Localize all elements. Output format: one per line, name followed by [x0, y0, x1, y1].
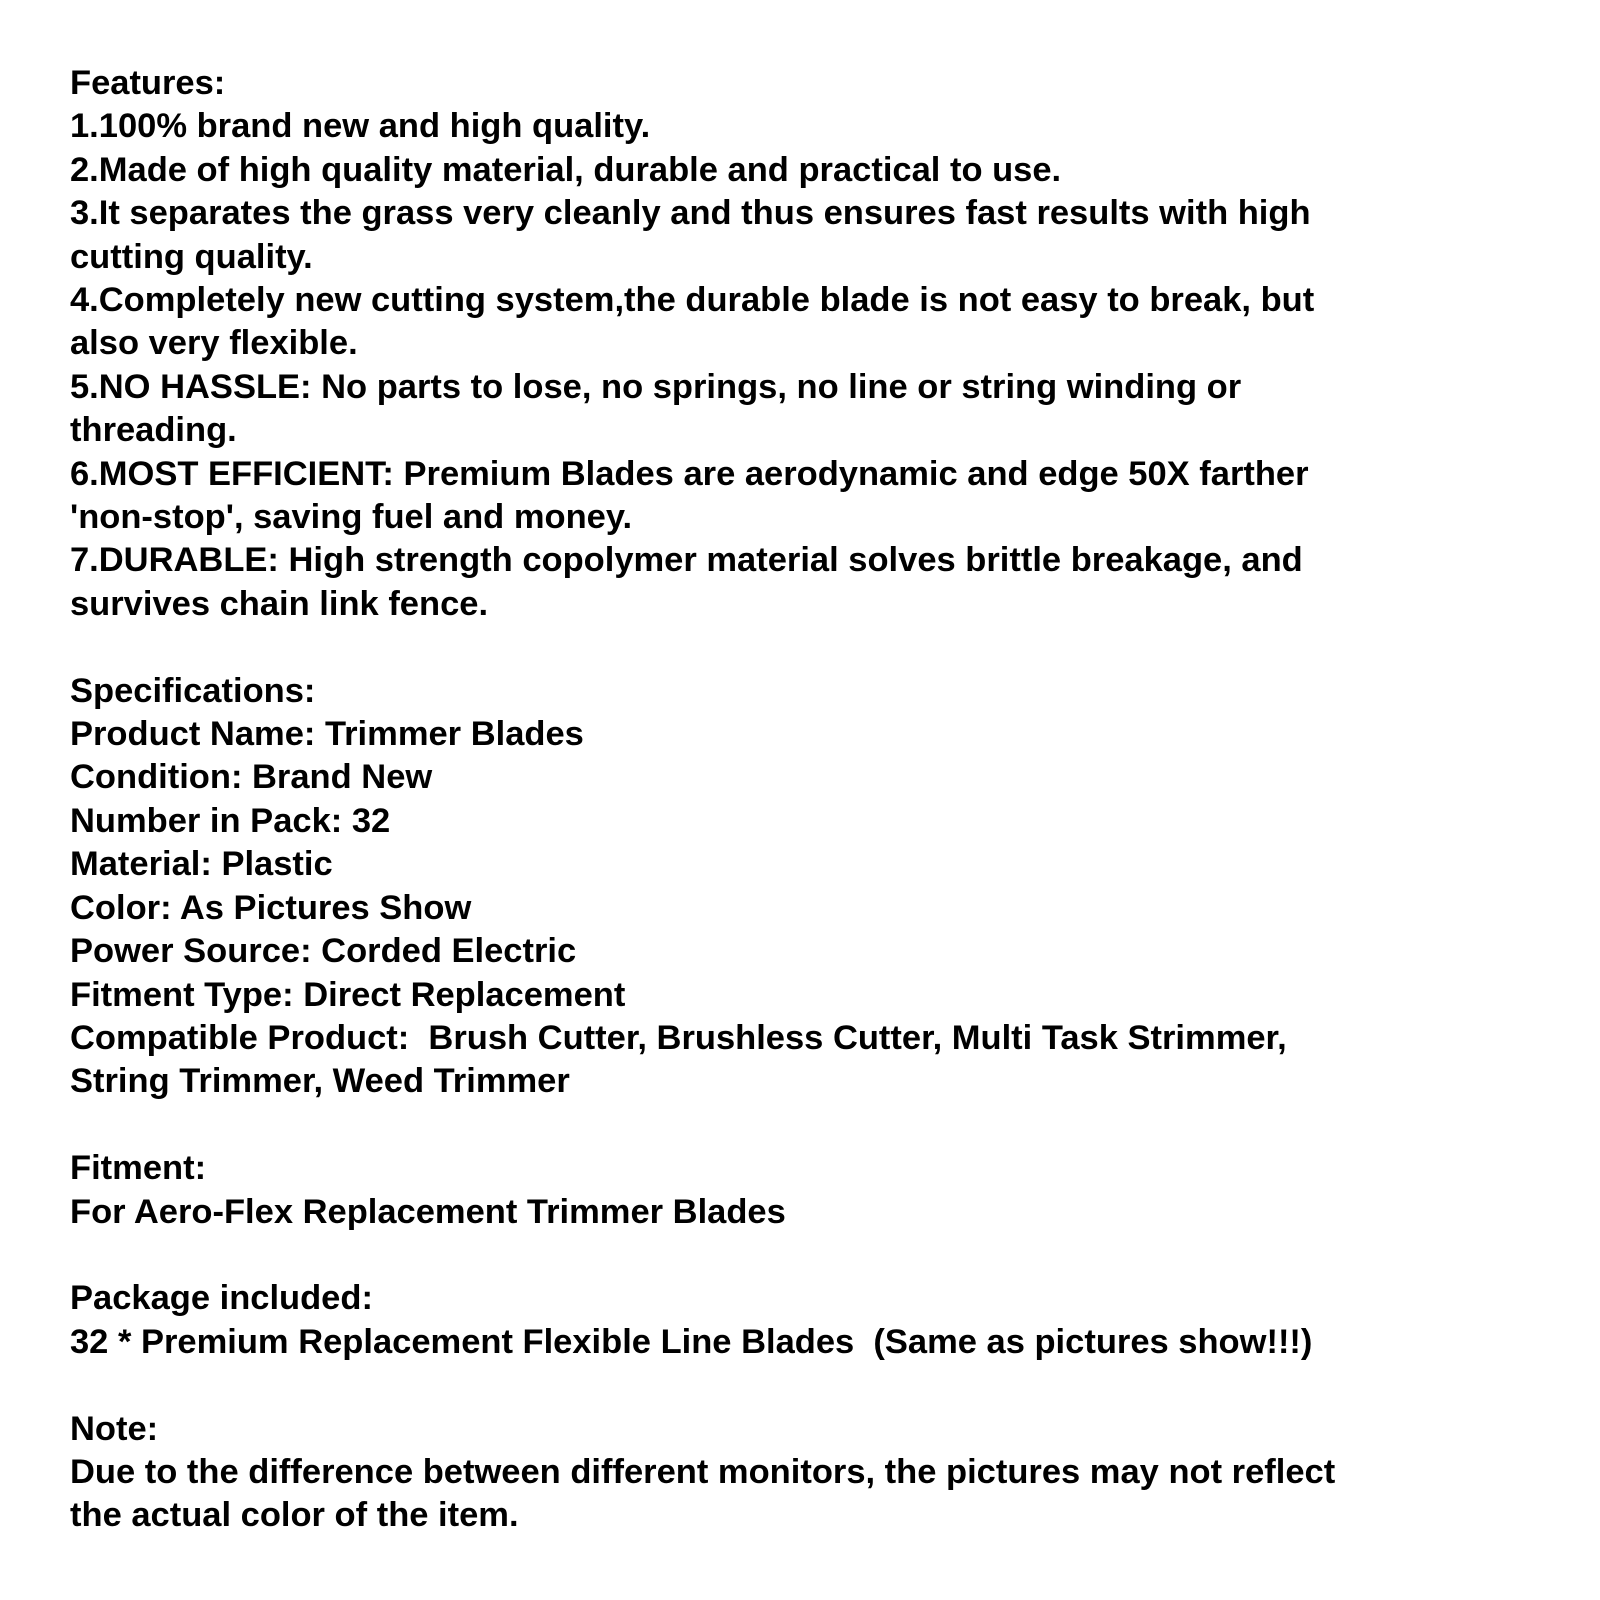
fitment-section	[70, 1147, 1540, 1234]
package-heading: Package included:	[70, 1279, 373, 1318]
features-line: 6.MOST EFFICIENT: Premium Blades are aerodynamic and edge 50X farther	[70, 454, 1309, 493]
features-line: 4.Completely new cutting system,the durable blade is not easy to break, but	[70, 281, 1315, 320]
note-line: Due to the difference between different monitors, the pictures may not reflect	[70, 1452, 1336, 1491]
features-line: cutting quality.	[70, 237, 313, 276]
features-line: 3.It separates the grass very cleanly and thus ensures fast results with high	[70, 194, 1311, 233]
features-section	[70, 62, 1540, 626]
spec-line: Number in Pack: 32	[70, 801, 391, 840]
features-line: 1.100% brand new and high quality.	[70, 107, 651, 146]
section-spacer	[70, 1104, 1540, 1147]
features-line: 5.NO HASSLE: No parts to lose, no springs, no line or string winding or	[70, 367, 1242, 406]
package-line: 32 * Premium Replacement Flexible Line Blades (Same as pictures show!!!)	[70, 1322, 1313, 1361]
spec-line: Fitment Type: Direct Replacement	[70, 975, 626, 1014]
features-line: 2.Made of high quality material, durable and practical to use.	[70, 150, 1062, 189]
spec-line: Compatible Product: Brush Cutter, Brushless Cutter, Multi Task Strimmer,	[70, 1018, 1287, 1057]
spec-line: String Trimmer, Weed Trimmer	[70, 1062, 570, 1101]
features-line: also very flexible.	[70, 324, 358, 363]
fitment-line: For Aero-Flex Replacement Trimmer Blades	[70, 1192, 786, 1231]
spec-line: Product Name: Trimmer Blades	[70, 715, 584, 754]
features-line: 7.DURABLE: High strength copolymer material solves brittle breakage, and	[70, 541, 1303, 580]
spec-line: Power Source: Corded Electric	[70, 932, 577, 971]
section-spacer	[70, 1234, 1540, 1277]
note-section	[70, 1408, 1540, 1538]
package-section	[70, 1277, 1540, 1364]
note-heading: Note:	[70, 1409, 159, 1448]
section-spacer	[70, 1364, 1540, 1407]
fitment-heading: Fitment:	[70, 1149, 207, 1188]
product-description	[70, 62, 1540, 1538]
section-spacer	[70, 626, 1540, 669]
specifications-section	[70, 670, 1540, 1104]
spec-line: Color: As Pictures Show	[70, 888, 472, 927]
features-line: 'non-stop', saving fuel and money.	[70, 498, 633, 537]
specifications-heading: Specifications:	[70, 671, 316, 710]
features-line: threading.	[70, 411, 237, 450]
note-line: the actual color of the item.	[70, 1496, 519, 1535]
spec-line: Condition: Brand New	[70, 758, 433, 797]
features-line: survives chain link fence.	[70, 584, 489, 623]
spec-line: Material: Plastic	[70, 845, 333, 884]
features-heading: Features:	[70, 64, 226, 102]
